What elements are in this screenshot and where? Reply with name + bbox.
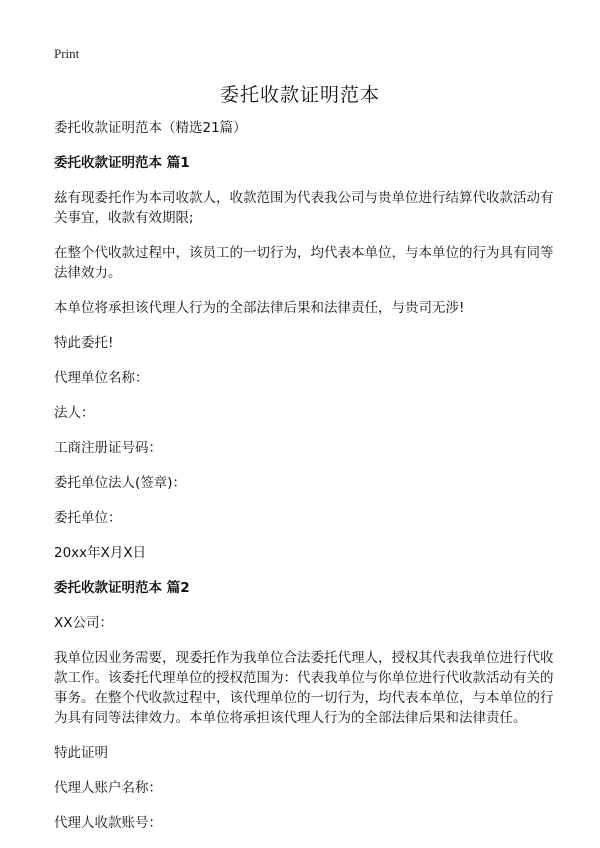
field-line: 代理单位名称： [54,370,149,386]
document-title: 委托收款证明范本 [219,84,380,106]
date-line: 20xx年X月X日 [54,545,147,561]
field-line: 工商注册证号码： [54,440,162,456]
paragraph: 我单位因业务需要，现委托作为我单位合法委托代理人，授权其代表我单位进行代收款工作。该委托代理单位的授权范围为：代表我单位与你单位进行代收款活动有关的事务。在整个代收款过程中，该代理单位的一切行为，均代表本单位，与本单位的行为具有同等法律效力。本单位将承担该代理人行为的全部法律后果和法律责任。 [54,650,554,726]
section-heading: 委托收款证明范本 篇2 [54,580,190,596]
field-line: 委托单位法人(签章)： [54,475,187,491]
document-body [54,118,554,848]
paragraph: 特此委托! [54,335,114,351]
print-link[interactable]: Print [54,46,80,61]
paragraph: XX公司： [54,615,113,631]
field-line: 委托单位： [54,510,122,526]
document-subtitle: 委托收款证明范本（精选21篇） [54,120,247,136]
field-line: 法人： [54,405,95,421]
paragraph: 兹有现委托作为本司收款人，收款范围为代表我公司与贵单位进行结算代收款活动有关事宜，收款有效期限; [54,190,554,226]
section-heading: 委托收款证明范本 篇1 [54,155,190,171]
paragraph: 特此证明 [54,745,108,761]
field-line: 代理人收款账号： [54,815,162,831]
paragraph: 本单位将承担该代理人行为的全部法律后果和法律责任，与贵司无涉! [54,300,465,316]
field-line: 代理人账户名称： [54,780,162,796]
paragraph: 在整个代收款过程中，该员工的一切行为，均代表本单位，与本单位的行为具有同等法律效力。 [54,245,554,281]
